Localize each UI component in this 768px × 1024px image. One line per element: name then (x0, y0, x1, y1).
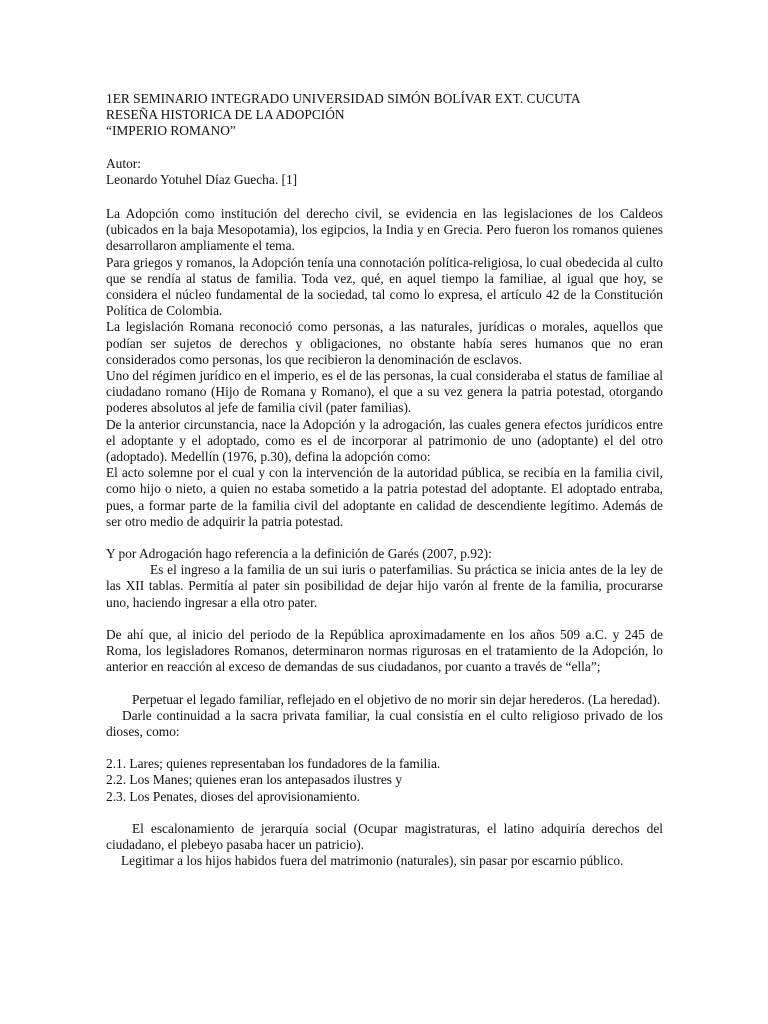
paragraph: La legislación Romana reconoció como personas, a las naturales, jurídicas o morales, aquellos que podían ser sujetos de derechos y obligaciones, no obstante había seres humanos que no eran considerados como personas, los que recibieron la denominación de esclavos. (106, 319, 663, 367)
paragraph: De ahí que, al inicio del periodo de la República aproximadamente en los años 509 a.C. y 245 de Roma, los legisladores Romanos, determinaron normas rigurosas en el tratamiento de la Adopción, lo anterior en reacción al exceso de demandas de sus ciudadanos, por cuanto a través de “ella”; (106, 626, 663, 675)
list-item: Darle continuidad a la sacra privata familiar, la cual consistía en el culto religioso privado de los dioses, como: (106, 707, 663, 739)
list-item: El escalonamiento de jerarquía social (Ocupar magistraturas, el latino adquiría derechos del ciudadano, el plebeyo pasaba hacer un patricio). (106, 820, 663, 852)
author-label: Autor: (106, 155, 141, 171)
list-item: Perpetuar el legado familiar, reflejado en el objetivo de no morir sin dejar herederos. (La heredad). (132, 691, 661, 707)
sublist-item: 2.2. Los Manes; quienes eran los antepasados ilustres y (106, 772, 403, 788)
paragraph: La Adopción como institución del derecho civil, se evidencia en las legislaciones de los Caldeos (ubicados en la baja Mesopotamia), los egipcios, la India y en Grecia. Pero fueron los romanos quienes desarrollaron ampliamente el tema. (106, 206, 663, 254)
paragraph: Para griegos y romanos, la Adopción tenía una connotación política-religiosa, lo cual obedecida al culto que se rendía al status de familia. Toda vez, qué, en aquel tiempo la familiae, al igual que hoy, se considera el núcleo fundamental de la sociedad, tal como lo expresa, el artículo 42 de la Constitución Política de Colombia. (106, 254, 663, 319)
paragraph: Uno del régimen jurídico en el imperio, es el de las personas, la cual consideraba el status de familiae al ciudadano romano (Hijo de Romana y Romano), el que a su vez genera la patria potestad, otorgando poderes absolutos al jefe de familia civil (pater familias). (106, 368, 663, 416)
header-title: RESEÑA HISTORICA DE LA ADOPCIÓN (106, 107, 345, 123)
list-item: Legitimar a los hijos habidos fuera del matrimonio (naturales), sin pasar por escarnio público. (121, 853, 624, 869)
sublist-item: 2.3. Los Penates, dioses del aprovisionamiento. (106, 788, 361, 804)
paragraph: Y por Adrogación hago referencia a la definición de Garés (2007, p.92): (106, 546, 492, 562)
author-name: Leonardo Yotuhel Díaz Guecha. [1] (106, 171, 298, 187)
sublist-item: 2.1. Lares; quienes representaban los fundadores de la familia. (106, 756, 441, 772)
paragraph: De la anterior circunstancia, nace la Adopción y la adrogación, las cuales genera efectos jurídicos entre el adoptante y el adoptado, como es el de incorporar al patrimonio de uno (adoptante) el del otro (adoptado). Medellín (1976, p.30), defina la adopción como: (106, 416, 663, 465)
header-seminar: 1ER SEMINARIO INTEGRADO UNIVERSIDAD SIMÓN BOLÍVAR EXT. CUCUTA (106, 91, 581, 106)
block-quote: Es el ingreso a la familia de un sui iuris o paterfamilias. Su práctica se inicia antes de la ley de las XII tablas. Permitía al pater sin posibilidad de dejar hijo varón al frente de la familia, procurarse uno, haciendo ingresar a ella otro pater. (106, 562, 663, 610)
header-subtitle: “IMPERIO ROMANO” (106, 123, 236, 139)
block-quote: El acto solemne por el cual y con la intervención de la autoridad pública, se recibía en la familia civil, como hijo o nieto, a quien no estaba sometido a la patria potestad del adoptante. El adoptado entraba, pues, a formar parte de la familia civil del adoptante en calidad de descendiente legítimo. Además de ser otro medio de adquirir la patria potestad. (106, 465, 663, 529)
